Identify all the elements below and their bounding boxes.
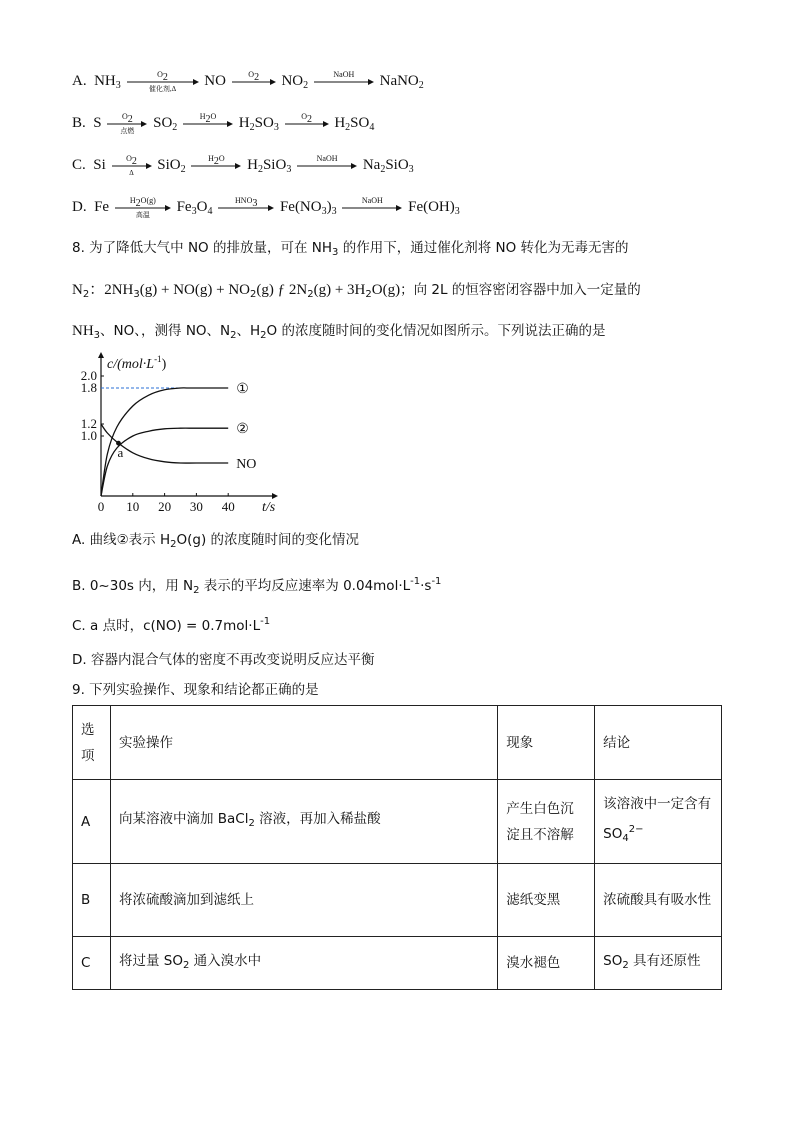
y-axis-arrow	[98, 352, 104, 358]
y-tick-label: 1.2	[80, 416, 97, 431]
reaction-arrow: $H_2O(g)$ 高温	[115, 196, 171, 219]
option-8b: B. 0~30s 内，用 $N_2$ 表示的平均反应速率为 $0.04mol\cdot L^{-1}\cdot s^{-1}$	[72, 576, 442, 596]
question-9-stem: 9. 下列实验操作、现象和结论都正确的是	[72, 682, 319, 698]
header-cell: 实验操作	[110, 706, 497, 780]
conclusion-cell: $SO_2$ 具有还原性	[595, 937, 722, 990]
point-a-label: a	[117, 445, 124, 461]
option-label: D.	[72, 198, 87, 215]
conclusion-cell: 浓硫酸具有吸水性	[595, 864, 722, 937]
option-8a: A. 曲线②表示 $H_2O(g)$ 的浓度随时间的变化情况	[72, 532, 360, 550]
reaction-arrow: $H_2O$	[191, 154, 241, 177]
operation-cell: 将浓硫酸滴加到滤纸上	[110, 864, 497, 937]
header-cell: 选项	[73, 706, 111, 780]
series-label: ①	[236, 382, 249, 397]
operation-cell: 将过量 $SO_2$ 通入溴水中	[110, 937, 497, 990]
series-label: ②	[236, 422, 249, 438]
reaction-arrow: $O_2$ 催化剂,Δ	[127, 70, 199, 93]
reaction-arrow: $O_2$ Δ	[112, 154, 152, 177]
option-7d: D. Fe $H_2O(g)$ 高温 $Fe_3O_4$ $HNO_3$ $Fe(NO_3)_3$ NaOH $Fe(OH)_3$	[72, 196, 460, 219]
observation-cell: 溴水褪色	[498, 937, 595, 990]
question-8-stem-line2: $N_2$：$2NH_3(g) + NO(g) + NO_2(g)$ ƒ $2N_2(g) + 3H_2O(g)$；向 2L 的恒容密闭容器中加入一定量的	[72, 282, 641, 300]
question-8-stem-line3: $NH_3$、NO、，测得 NO、$N_2$、$H_2O$ 的浓度随时间的变化情况如图所示。下列说法正确的是	[72, 323, 606, 341]
x-axis-label: t/s	[262, 500, 276, 515]
observation-cell: 滤纸变黑	[498, 864, 595, 937]
reaction-arrow: $HNO_3$	[218, 196, 274, 219]
reaction-arrow: $O_2$ 点燃	[107, 112, 147, 135]
option-cell: A	[73, 780, 111, 864]
y-tick-label: 1.8	[80, 380, 97, 395]
option-label: A.	[72, 72, 87, 89]
option-7a: A. $NH_3$ $O_2$ 催化剂,Δ NO $O_2$ $NO_2$ NaOH NaNO$_2$	[72, 70, 424, 93]
reaction-arrow: $O_2$	[232, 70, 276, 93]
option-cell: B	[73, 864, 111, 937]
conclusion-cell: 该溶液中一定含有 $SO_4^{2-}$	[595, 780, 722, 864]
option-8d: D. 容器内混合气体的密度不再改变说明反应达平衡	[72, 652, 375, 668]
header-cell: 结论	[595, 706, 722, 780]
y-tick-label: 1.0	[80, 428, 97, 443]
x-tick-label: 10	[126, 499, 140, 514]
observation-cell: 产生白色沉淀且不溶解	[498, 780, 595, 864]
x-tick-label: 40	[221, 499, 235, 514]
table-row	[73, 937, 722, 990]
option-8c: C. a 点时，$c(NO) = 0.7mol\cdot L^{-1}$	[72, 616, 271, 634]
reaction-arrow: NaOH	[342, 196, 402, 219]
chart-axes	[98, 352, 278, 499]
x-tick-label: 20	[158, 499, 172, 514]
option-label: B.	[72, 114, 86, 131]
reaction-arrow: $H_2O$	[183, 112, 233, 135]
concentration-time-chart	[72, 352, 292, 518]
operation-cell: 向某溶液中滴加 BaCl$_2$ 溶液，再加入稀盐酸	[110, 780, 497, 864]
series-label: NO	[236, 457, 257, 472]
option-7b: B. S $O_2$ 点燃 $SO_2$ $H_2O$ $H_2SO_3$ $O_2$ $H_2SO_4$	[72, 112, 375, 135]
x-tick-label: 0	[97, 499, 105, 514]
table-row	[73, 864, 722, 937]
table-header-row	[73, 706, 722, 780]
option-cell: C	[73, 937, 111, 990]
y-tick-label: 2.0	[80, 368, 97, 383]
question-8-stem-line1: 8. 为了降低大气中 NO 的排放量，可在 $NH_3$ 的作用下，通过催化剂将 NO 转化为无毒无害的	[72, 240, 629, 258]
y-axis-label: $c/(mol\cdot L^{-1})$	[107, 354, 167, 372]
experiment-table	[72, 705, 722, 990]
header-cell: 现象	[498, 706, 595, 780]
table-row	[73, 780, 722, 864]
reaction-arrow: NaOH	[297, 154, 357, 177]
option-7c: C. Si $O_2$ Δ SiO$_2$ $H_2O$ $H_2SiO_3$ NaOH $Na_2SiO_3$	[72, 154, 414, 177]
option-label: C.	[72, 156, 86, 173]
x-tick-label: 30	[189, 499, 203, 514]
reaction-arrow: NaOH	[314, 70, 374, 93]
reaction-arrow: $O_2$	[285, 112, 329, 135]
x-axis-arrow	[272, 493, 278, 499]
